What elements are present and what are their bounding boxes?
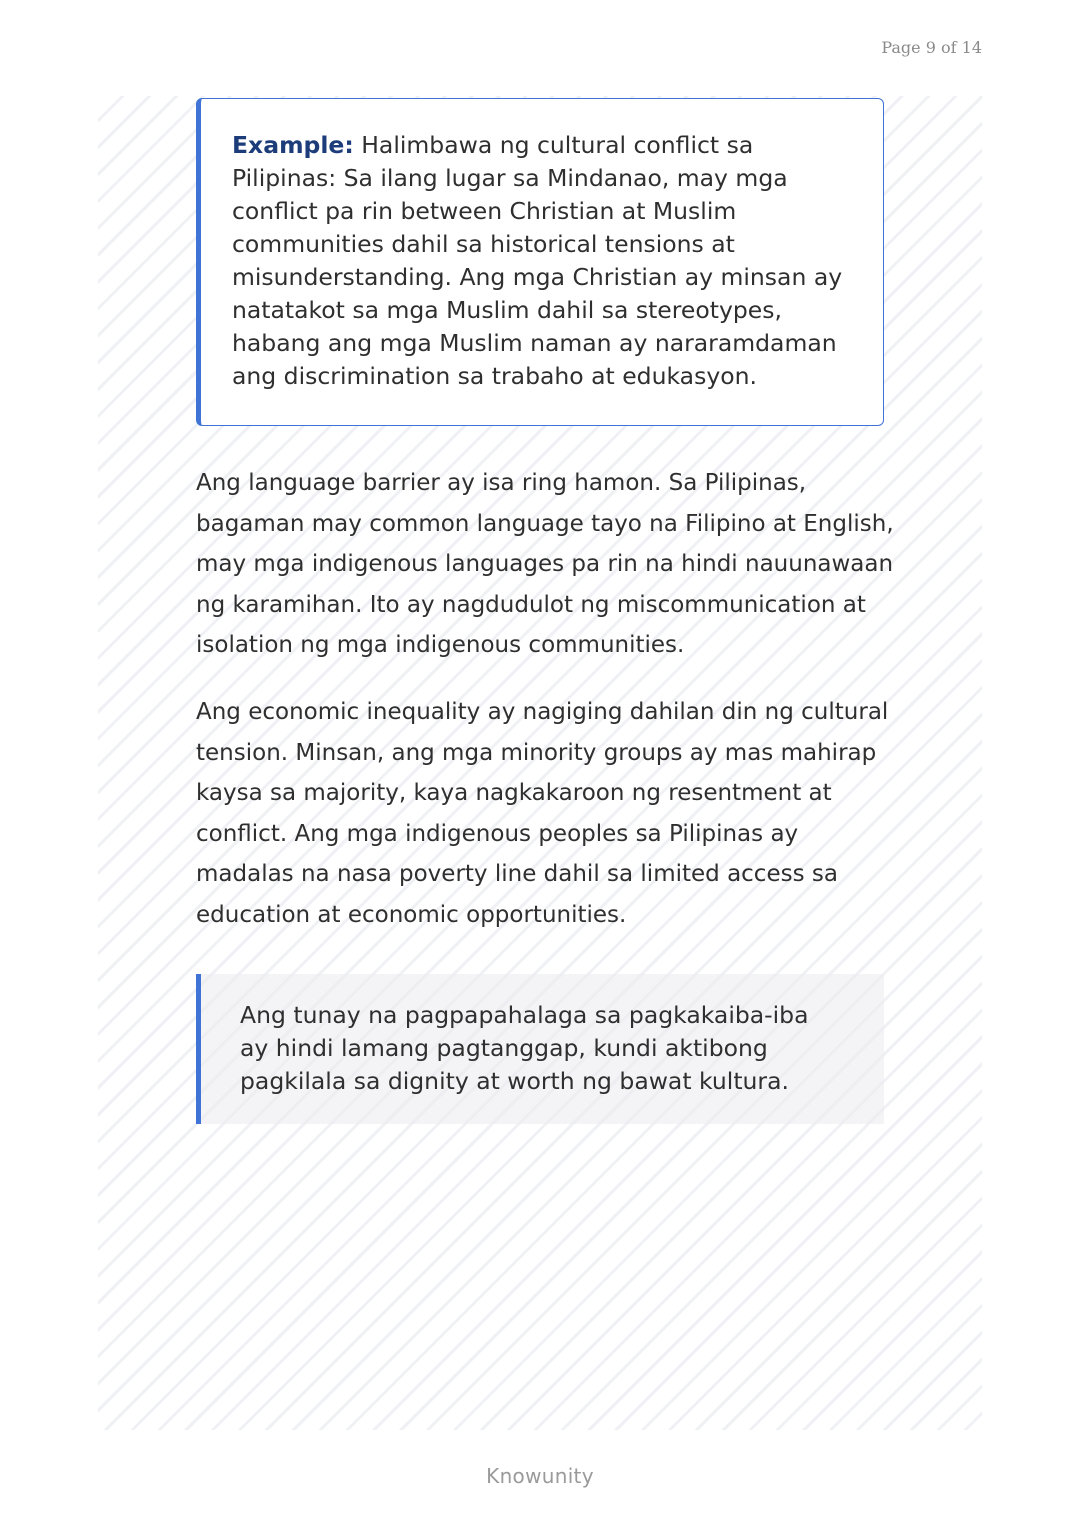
example-label: Example:	[232, 131, 354, 159]
paragraph-economic-inequality: Ang economic inequality ay nagiging dahilan din ng cultural tension. Minsan, ang mga minority groups ay mas mahirap kaysa sa majority, kaya nagkakaroon ng resentment at conflict. Ang mga indigenous peoples sa Pilipinas ay madalas na nasa poverty line dahil sa limited access sa education at economic opportunities.	[196, 699, 889, 928]
footer-brand: Knowunity	[486, 1464, 594, 1488]
page-number: Page 9 of 14	[881, 38, 982, 57]
example-callout	[196, 98, 884, 426]
paragraph-language-barrier: Ang language barrier ay isa ring hamon. Sa Pilipinas, bagaman may common language tayo na Filipino at English, may mga indigenous languages pa rin na hindi nauunawaan ng karamihan. Ito ay nagdudulot ng miscommunication at isolation ng mga indigenous communities.	[196, 470, 894, 659]
example-text: Halimbawa ng cultural conflict sa Pilipinas: Sa ilang lugar sa Mindanao, may mga conflict pa rin between Christian at Muslim communities dahil sa historical tensions at misunderstanding. Ang mga Christian ay minsan ay natatakot sa mga Muslim dahil sa stereotypes, habang ang mga Muslim naman ay nararamdaman ang discrimination sa trabaho at edukasyon.	[232, 131, 843, 390]
quote-text: Ang tunay na pagpapahalaga sa pagkakaiba-iba ay hindi lamang pagtanggap, kundi aktibong pagkilala sa dignity at worth ng bawat kultura.	[240, 1001, 809, 1095]
quote-callout	[196, 974, 884, 1124]
